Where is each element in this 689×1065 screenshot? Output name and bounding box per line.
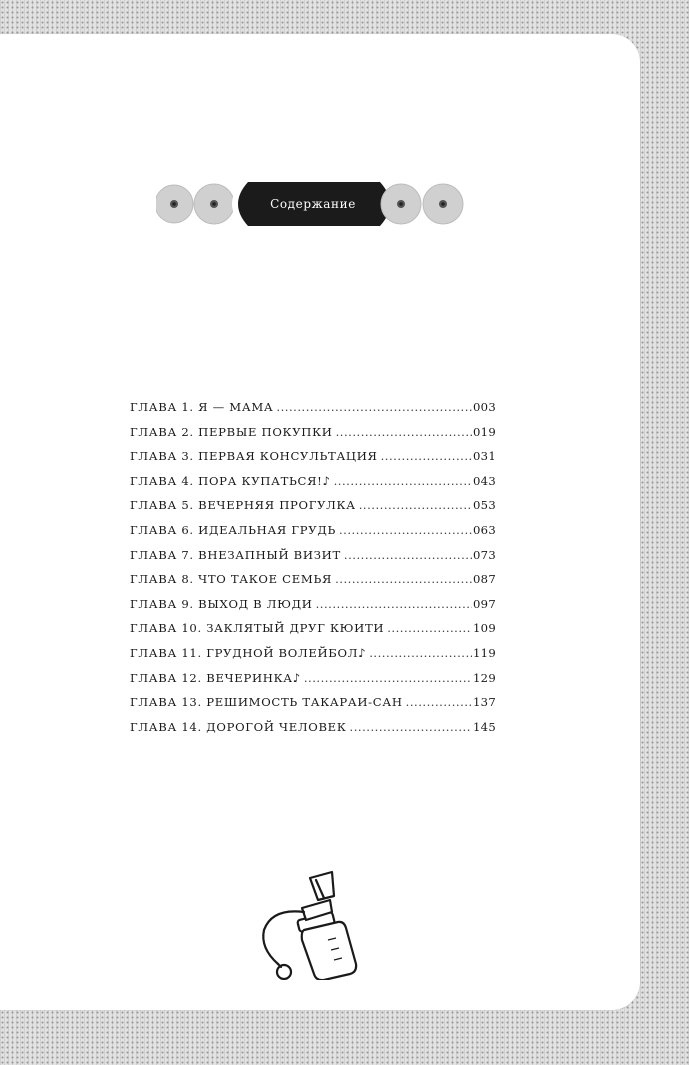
toc-entry: [130, 548, 496, 573]
dot-leader: [276, 400, 472, 414]
dot-leader: [344, 548, 472, 562]
table-of-contents: [130, 400, 496, 744]
dot-leader: [359, 498, 472, 512]
toc-entry: [130, 498, 496, 523]
chapter-title: ГЛАВА 7. ВНЕЗАПНЫЙ ВИЗИТ: [130, 547, 341, 562]
chapter-title: ГЛАВА 13. РЕШИМОСТЬ ТАКАРАИ-САН: [130, 695, 403, 710]
page-number: 019: [472, 424, 496, 439]
toc-entry: [130, 425, 496, 450]
toc-entry: [130, 449, 496, 474]
dot-leader: [381, 449, 472, 463]
contents-banner: [156, 174, 474, 234]
chapter-title: ГЛАВА 10. ЗАКЛЯТЫЙ ДРУГ КЮИТИ: [130, 621, 385, 636]
toc-entry: [130, 695, 496, 720]
page-number: 073: [472, 547, 496, 562]
toc-entry: [130, 621, 496, 646]
chapter-title: ГЛАВА 2. ПЕРВЫЕ ПОКУПКИ: [130, 424, 333, 439]
toc-entry: [130, 474, 496, 499]
contents-title: Содержание: [270, 197, 356, 211]
dot-leader: [316, 597, 472, 611]
book-page: [0, 34, 640, 1010]
chapter-title: ГЛАВА 4. ПОРА КУПАТЬСЯ!♪: [130, 473, 331, 488]
toc-entry: [130, 523, 496, 548]
chapter-title: ГЛАВА 11. ГРУДНОЙ ВОЛЕЙБОЛ♪: [130, 645, 367, 660]
page-number: 043: [472, 473, 496, 488]
dot-leader: [335, 572, 472, 586]
dot-leader: [406, 695, 472, 709]
dot-leader: [336, 425, 472, 439]
chapter-title: ГЛАВА 14. ДОРОГОЙ ЧЕЛОВЕК: [130, 719, 347, 734]
toc-entry: [130, 597, 496, 622]
dot-leader: [387, 621, 472, 635]
toc-entry: [130, 400, 496, 425]
chapter-title: ГЛАВА 3. ПЕРВАЯ КОНСУЛЬТАЦИЯ: [130, 449, 378, 464]
page-number: 087: [472, 572, 496, 587]
page-number: 053: [472, 498, 496, 513]
dot-leader: [369, 646, 472, 660]
breast-pump-icon: [252, 868, 362, 980]
page-number: 145: [472, 719, 496, 734]
toc-entry: [130, 572, 496, 597]
page-number: 031: [472, 449, 496, 464]
chapter-title: ГЛАВА 5. ВЕЧЕРНЯЯ ПРОГУЛКА: [130, 498, 356, 513]
page-number: 109: [472, 621, 496, 636]
chapter-title: ГЛАВА 6. ИДЕАЛЬНАЯ ГРУДЬ: [130, 522, 336, 537]
dot-leader: [350, 720, 472, 734]
toc-entry: [130, 720, 496, 745]
dot-leader: [334, 474, 472, 488]
page-number: 119: [472, 645, 496, 660]
chapter-title: ГЛАВА 12. ВЕЧЕРИНКА♪: [130, 670, 301, 685]
chapter-title: ГЛАВА 9. ВЫХОД В ЛЮДИ: [130, 596, 313, 611]
toc-entry: [130, 646, 496, 671]
page-number: 129: [472, 670, 496, 685]
page-number: 097: [472, 596, 496, 611]
page-number: 063: [472, 522, 496, 537]
toc-entry: [130, 671, 496, 696]
chapter-title: ГЛАВА 8. ЧТО ТАКОЕ СЕМЬЯ: [130, 572, 333, 587]
dot-leader: [339, 523, 472, 537]
dot-leader: [304, 671, 472, 685]
page-number: 137: [472, 695, 496, 710]
chapter-title: ГЛАВА 1. Я — МАМА: [130, 400, 274, 414]
page-number: 003: [472, 400, 496, 414]
